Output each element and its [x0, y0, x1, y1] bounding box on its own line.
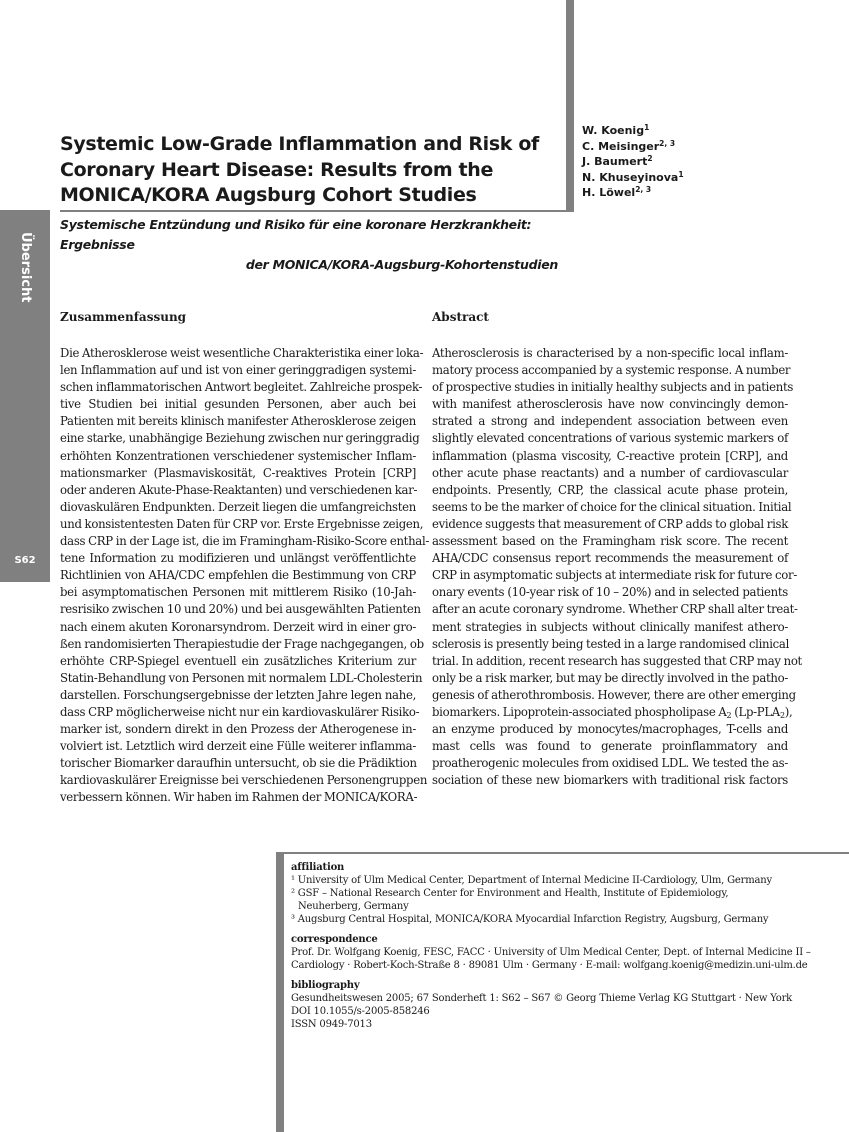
author-affiliation-ref: 2, 3 — [635, 185, 652, 194]
text-line: schen inflammatorischen Antwort begleitet. Zahlreiche prospek- — [60, 380, 423, 395]
text-line: strated a strong and independent association between even — [432, 414, 788, 429]
text-fragment: biomarkers. Lipoprotein-associated phospholipase A — [432, 704, 727, 719]
text-line: matory process accompanied by a systemic response. A number — [432, 363, 791, 378]
author-name: N. Khuseyinova — [582, 170, 679, 184]
author-list — [582, 123, 842, 201]
affiliation-section — [291, 861, 841, 926]
text-line: with manifest atherosclerosis have now convincingly demon- — [432, 397, 788, 412]
text-line: oder anderen Akute-Phase-Reaktanten) und verschiedenen kar- — [60, 482, 418, 497]
article-title — [60, 132, 560, 209]
author-affiliation-ref: 2 — [647, 154, 653, 163]
affiliation-line: ² GSF – National Research Center for Environment and Health, Institute of Epidemiology, — [291, 888, 729, 899]
bibliography-heading: bibliography — [291, 980, 360, 991]
affiliation-line: ¹ University of Ulm Medical Center, Department of Internal Medicine II-Cardiology, Ulm, Germany — [291, 875, 772, 886]
author-affiliation-ref: 1 — [644, 123, 650, 132]
top-vertical-rule — [566, 0, 574, 212]
text-line: after an acute coronary syndrome. Whether CRP shall alter treat- — [432, 602, 798, 617]
text-line: CRP in asymptomatic subjects at intermediate risk for future cor- — [432, 568, 797, 583]
affiliation-line: Neuherberg, Germany — [298, 901, 409, 912]
text-line: erhöhte CRP-Spiegel eventuell ein zusätzliches Kriterium zur — [60, 653, 416, 668]
affiliation-line: ³ Augsburg Central Hospital, MONICA/KORA Myocardial Infarction Registry, Augsburg, Germany — [291, 914, 769, 925]
author-affiliation-ref: 2, 3 — [659, 138, 676, 148]
text-line: darstellen. Forschungsergebnisse der letzten Jahre legen nahe, — [60, 687, 416, 702]
text-line: Atherosclerosis is characterised by a non-specific local inflam- — [432, 346, 788, 360]
text-line: resrisiko zwischen 10 und 20%) und bei ausgewählten Patienten — [60, 602, 421, 617]
correspondence-section — [291, 933, 841, 972]
text-line: seems to be the marker of choice for the clinical situation. Initial — [432, 499, 792, 514]
text-line: onary events (10-year risk of 10 – 20%) and in selected patients — [432, 585, 788, 600]
text-fragment: ), — [784, 704, 793, 719]
text-fragment: (Lp-PLA — [731, 704, 780, 719]
text-line: mationsmarker (Plasmaviskosität, C-reaktives Protein [CRP] — [60, 465, 416, 480]
title-line: MONICA/KORA Augsburg Cohort Studies — [60, 184, 477, 206]
text-line: Statin-Behandlung von Personen mit normalem LDL-Cholesterin — [60, 670, 423, 685]
text-line: inflammation (plasma viscosity, C-reactive protein [CRP], and — [432, 448, 788, 463]
article-info-box — [291, 861, 841, 1038]
text-line: diovaskulären Endpunkten. Derzeit liegen die umfangreichsten — [60, 499, 416, 514]
text-line: mast cells was found to generate proinflammatory and — [432, 739, 788, 754]
author-name: C. Meisinger — [582, 139, 660, 153]
abstract-body — [432, 345, 802, 789]
author-name: H. Löwel — [582, 186, 636, 199]
bibliography-line: ISSN 0949-7013 — [291, 1019, 372, 1030]
text-line: marker ist, sondern direkt in den Prozess der Atherogenese in- — [60, 722, 416, 737]
text-line: other acute phase reactants) and a number of cardiovascular — [432, 465, 788, 480]
german-subtitle — [60, 215, 558, 275]
bibliography-line: DOI 10.1055/s-2005-858246 — [291, 1006, 430, 1017]
text-line: sclerosis is presently being tested in a large randomised clinical — [432, 636, 790, 651]
author — [582, 185, 842, 201]
info-box-top-rule — [276, 852, 849, 854]
page-number: S62 — [14, 555, 36, 566]
title-line: Systemic Low-Grade Inflammation and Risk of — [60, 133, 539, 155]
text-line: kardiovaskulärer Ereignisse bei verschiedenen Personengruppen — [60, 773, 428, 788]
text-line: sociation of these new biomarkers with traditional risk factors — [432, 773, 788, 788]
subtitle-line: Systemische Entzündung und Risiko für eine koronare Herzkrankheit: Ergebnisse — [60, 217, 532, 252]
text-line: ßen randomisierten Therapiestudie der Frage nachgegangen, ob — [60, 636, 424, 651]
author-affiliation-ref: 1 — [678, 169, 684, 179]
text-line: assessment based on the Framingham risk score. The recent — [432, 534, 788, 549]
subscript: 2 — [726, 710, 732, 720]
text-line: Patienten mit bereits klinisch manifester Atherosklerose zeigen — [60, 414, 416, 429]
text-line: torischer Biomarker daraufhin untersucht, ob sie die Prädiktion — [60, 756, 417, 771]
text-line: trial. In addition, recent research has suggested that CRP may not — [432, 653, 802, 668]
title-line: Coronary Heart Disease: Results from the — [60, 158, 493, 181]
text-line — [432, 704, 793, 721]
text-line: genesis of atherothrombosis. However, there are other emerging — [432, 687, 796, 702]
text-line: bei asymptomatischen Personen mit mittlerem Risiko (10-Jah- — [60, 585, 416, 600]
text-line: nach einem akuten Koronarsyndrom. Derzeit wird in einer gro- — [60, 619, 416, 634]
text-line: tene Information zu modifizieren und unlängst veröffentlichte — [60, 551, 416, 566]
affiliation-heading: affiliation — [291, 862, 345, 873]
correspondence-line: Prof. Dr. Wolfgang Koenig, FESC, FACC · University of Ulm Medical Center, Dept. of Internal Medicine II – — [291, 947, 811, 958]
zusammenfassung-body — [60, 345, 430, 807]
subtitle-line: der MONICA/KORA-Augsburg-Kohortenstudien — [245, 257, 558, 272]
text-line: tive Studien bei initial gesunden Personen, aber auch bei — [60, 397, 416, 412]
text-line: dass CRP möglicherweise nicht nur ein kardiovaskulärer Risiko- — [60, 704, 420, 719]
author — [582, 170, 842, 186]
title-underline-rule — [60, 210, 574, 212]
text-line: und konsistentesten Daten für CRP vor. Erste Ergebnisse zeigen, — [60, 516, 424, 531]
text-line: volviert ist. Letztlich wird derzeit eine Fülle weiterer inflamma- — [60, 739, 416, 754]
text-line: Die Atherosklerose weist wesentliche Charakteristika einer loka- — [60, 346, 424, 360]
text-line: proatherogenic molecules from oxidised LDL. We tested the as- — [432, 756, 788, 771]
correspondence-line: Cardiology · Robert-Koch-Straße 8 · 89081 Ulm · Germany · E-mail: wolfgang.koenig@medizin.uni-ulm.de — [291, 960, 808, 971]
info-box-vertical-rule — [276, 852, 284, 1132]
text-line: dass CRP in der Lage ist, die im Framingham-Risiko-Score enthal- — [60, 534, 430, 549]
subscript: 2 — [779, 710, 785, 720]
section-label: Übersicht — [18, 232, 33, 303]
author — [582, 123, 842, 139]
bibliography-section — [291, 979, 841, 1031]
text-line: erhöhten Konzentrationen verschiedener systemischer Inflam- — [60, 448, 416, 463]
text-line: of prospective studies in initially healthy subjects and in patients — [432, 380, 794, 395]
author-name: W. Koenig — [582, 124, 645, 137]
text-line: Richtlinien von AHA/CDC empfehlen die Bestimmung von CRP — [60, 568, 416, 583]
text-line: evidence suggests that measurement of CRP adds to global risk — [432, 516, 788, 531]
text-line: len Inflammation auf und ist von einer geringgradigen systemi- — [60, 363, 416, 378]
text-line: slightly elevated concentrations of various systemic markers of — [432, 431, 788, 446]
author — [582, 154, 842, 170]
bibliography-line: Gesundheitswesen 2005; 67 Sonderheft 1: S62 – S67 © Georg Thieme Verlag KG Stuttgart · New York — [291, 993, 793, 1004]
text-line: only be a risk marker, but may be directly involved in the patho- — [432, 670, 788, 685]
text-line: eine starke, unabhängige Beziehung zwischen nur geringgradig — [60, 431, 420, 446]
text-line: verbessern können. Wir haben im Rahmen der MONICA/KORA- — [60, 790, 418, 805]
correspondence-heading: correspondence — [291, 934, 378, 945]
zusammenfassung-heading: Zusammenfassung — [60, 310, 187, 324]
text-line: ment strategies in subjects without clinically manifest athero- — [432, 619, 788, 634]
text-line: AHA/CDC consensus report recommends the measurement of — [432, 551, 788, 566]
text-line: endpoints. Presently, CRP, the classical acute phase protein, — [432, 482, 788, 497]
author — [582, 139, 842, 155]
abstract-heading: Abstract — [432, 310, 489, 324]
text-line: an enzyme produced by monocytes/macrophages, T-cells and — [432, 722, 788, 737]
author-name: J. Baumert — [582, 155, 648, 168]
